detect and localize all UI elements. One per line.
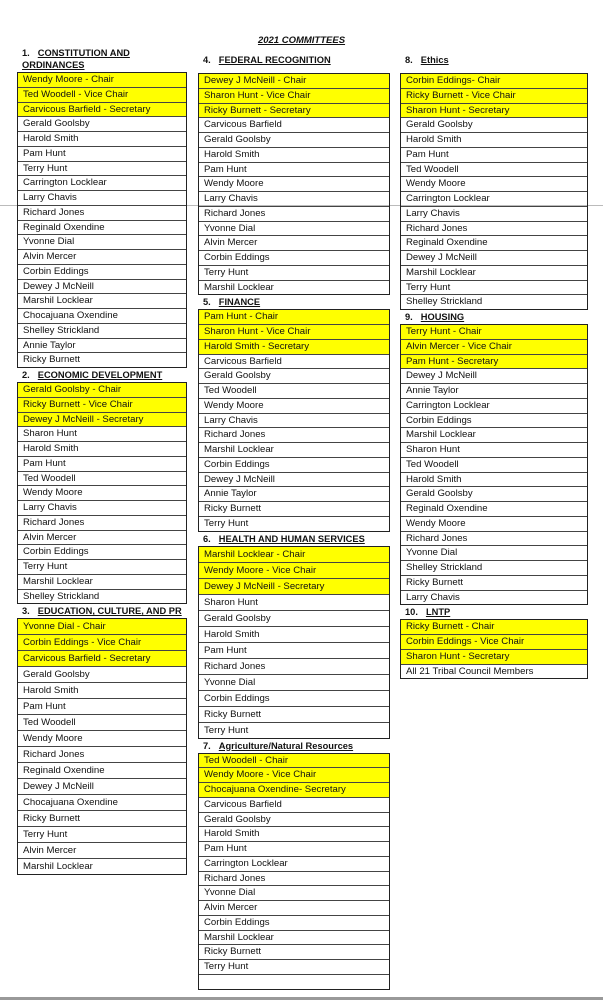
member-row: Carrington Locklear [199,857,389,872]
member-row: Shelley Strickland [406,296,483,308]
member-row [199,975,389,989]
officer-row: Carvicous Barfield - Secretary [18,651,186,667]
officer-row: Sharon Hunt - Vice Chair [199,89,389,104]
member-row: Chocajuana Oxendine [18,795,186,811]
committee-member-table [198,73,390,295]
member-row: Corbin Eddings [401,414,587,429]
member-row: Richard Jones [18,516,186,531]
officer-row: Sharon Hunt - Secretary [401,104,587,119]
member-row: Richard Jones [199,207,389,222]
committee-member-table [400,324,588,605]
committee-number: 2. [22,370,30,380]
member-row: Marshil Locklear [23,861,93,873]
member-row: Marshil Locklear [18,575,186,590]
member-row: Pam Hunt [18,699,186,715]
member-row: Harold Smith [199,827,389,842]
member-row: Shelley Strickland [401,561,587,576]
officer-row: Wendy Moore - Vice Chair [199,563,389,579]
member-row: Terry Hunt [204,517,249,529]
member-row: Carrington Locklear [401,399,587,414]
member-row: Carrington Locklear [401,192,587,207]
member-row: Larry Chavis [199,192,389,207]
officer-row: Sharon Hunt - Vice Chair [199,325,389,340]
committee-heading [17,48,187,72]
member-row: Annie Taylor [401,384,587,399]
officer-row: Corbin Eddings- Chair [401,74,587,89]
officer-row: Sharon Hunt - Secretary [401,650,587,665]
member-row: Alvin Mercer [199,236,389,251]
member-row: Harold Smith [199,148,389,163]
officer-row: Gerald Goolsby - Chair [18,383,186,398]
officer-row: Dewey J McNeill - Secretary [199,579,389,595]
member-row: Wendy Moore [18,731,186,747]
committee-title: Ethics [420,55,449,65]
committee-member-table [198,309,390,531]
member-row: Ted Woodell [18,472,186,487]
committee-title: HOUSING [420,312,465,322]
member-row: Gerald Goolsby [401,118,587,133]
committee-heading [198,739,390,753]
member-row: Harold Smith [18,683,186,699]
page-title: 2021 COMMITTEES [257,35,346,46]
member-row: Larry Chavis [18,501,186,516]
committee-heading [198,48,390,73]
member-row: Larry Chavis [406,591,460,603]
member-row: Yvonne Dial [199,675,389,691]
member-row: Alvin Mercer [18,843,186,859]
officer-row: Ted Woodell - Vice Chair [18,88,186,103]
member-row: Wendy Moore [18,486,186,501]
committee-heading [400,310,588,324]
officer-row: Harold Smith - Secretary [199,340,389,355]
member-row: Terry Hunt [401,281,587,296]
member-row: Richard Jones [18,747,186,763]
member-row: Ricky Burnett [199,502,389,517]
member-row: Reginald Oxendine [18,221,186,236]
committee-heading [198,295,390,309]
committee-member-table [400,619,588,679]
committee-member-table [17,382,187,604]
member-row: Richard Jones [199,659,389,675]
member-row: All 21 Tribal Council Members [406,665,534,677]
member-row: Gerald Goolsby [199,813,389,828]
committee-title: Agriculture/Natural Resources [218,740,354,751]
member-row: Pam Hunt [18,457,186,472]
officer-row: Dewey J McNeill - Chair [199,74,389,89]
member-row: Corbin Eddings [199,691,389,707]
member-row: Yvonne Dial [18,235,186,250]
member-row: Harold Smith [18,442,186,457]
member-row: Carvicous Barfield [199,118,389,133]
committee-number: 5. [203,297,211,308]
officer-row: Ricky Burnett - Secretary [199,104,389,119]
officer-row: Alvin Mercer - Vice Chair [401,340,587,355]
member-row: Gerald Goolsby [199,611,389,627]
member-row: Ted Woodell [401,458,587,473]
member-row: Shelley Strickland [23,590,100,602]
officer-row: Ricky Burnett - Vice Chair [18,398,186,413]
officer-row: Terry Hunt - Chair [401,325,587,340]
committee-number: 1. [22,48,30,58]
member-row: Terry Hunt [204,724,249,736]
member-row: Pam Hunt [401,148,587,163]
member-row: Ricky Burnett [18,811,186,827]
member-row: Gerald Goolsby [18,117,186,132]
committee-column-3 [400,48,588,679]
committee-column-1 [17,48,187,875]
committee-member-table [400,73,588,310]
member-row: Yvonne Dial [199,886,389,901]
member-row: Pam Hunt [199,163,389,178]
member-row: Chocajuana Oxendine [18,309,186,324]
member-row: Ricky Burnett [199,945,389,960]
member-row: Richard Jones [401,532,587,547]
member-row: Terry Hunt [18,560,186,575]
committee-title: FEDERAL RECOGNITION [218,55,331,65]
member-row: Marshil Locklear [204,281,274,293]
member-row: Ricky Burnett [23,354,81,366]
officer-row: Carvicous Barfield - Secretary [18,103,186,118]
member-row: Carvicous Barfield [199,798,389,813]
committee-number: 9. [405,312,413,322]
member-row: Corbin Eddings [199,916,389,931]
officer-row: Chocajuana Oxendine- Secretary [199,783,389,798]
member-row: Corbin Eddings [199,251,389,266]
committee-number: 8. [405,55,413,65]
member-row: Annie Taylor [199,487,389,502]
member-row: Annie Taylor [18,339,186,354]
member-row: Harold Smith [199,627,389,643]
committee-number: 10. [405,607,418,618]
member-row: Alvin Mercer [199,901,389,916]
committee-number: 3. [22,606,30,617]
officer-row: Marshil Locklear - Chair [199,547,389,563]
committee-number: 7. [203,740,211,751]
committee-title: EDUCATION, CULTURE, AND PR [37,606,182,617]
member-row: Reginald Oxendine [401,236,587,251]
committee-heading [17,368,187,382]
member-row: Terry Hunt [199,266,389,281]
member-row: Sharon Hunt [199,595,389,611]
member-row: Marshil Locklear [18,294,186,309]
officer-row: Wendy Moore - Vice Chair [199,768,389,783]
member-row: Carvicous Barfield [199,355,389,370]
member-row: Shelley Strickland [18,324,186,339]
officer-row: Corbin Eddings - Vice Chair [401,635,587,650]
member-row: Sharon Hunt [401,443,587,458]
member-row: Pam Hunt [199,842,389,857]
member-row: Gerald Goolsby [401,487,587,502]
member-row: Dewey J McNeill [401,369,587,384]
officer-row: Wendy Moore - Chair [18,73,186,88]
member-row: Richard Jones [18,206,186,221]
officer-row: Pam Hunt - Secretary [401,355,587,370]
member-row: Alvin Mercer [18,250,186,265]
member-row: Gerald Goolsby [18,667,186,683]
member-row: Ted Woodell [401,163,587,178]
member-row: Marshil Locklear [401,266,587,281]
member-row: Richard Jones [199,428,389,443]
member-row: Terry Hunt [199,960,389,975]
member-row: Dewey J McNeill [18,280,186,295]
member-row: Wendy Moore [401,177,587,192]
committee-heading [198,532,390,546]
committee-member-table [198,546,390,739]
member-row: Ricky Burnett [401,576,587,591]
member-row: Ricky Burnett [199,707,389,723]
member-row: Wendy Moore [401,517,587,532]
member-row: Yvonne Dial [199,222,389,237]
member-row: Dewey J McNeill [18,779,186,795]
officer-row: Corbin Eddings - Vice Chair [18,635,186,651]
member-row: Wendy Moore [199,399,389,414]
member-row: Sharon Hunt [18,427,186,442]
member-row: Marshil Locklear [401,428,587,443]
member-row: Larry Chavis [401,207,587,222]
member-row: Ted Woodell [18,715,186,731]
committee-heading [17,604,187,618]
officer-row: Ted Woodell - Chair [199,754,389,769]
committee-member-table [198,753,390,990]
officer-row: Yvonne Dial - Chair [18,619,186,635]
member-row: Richard Jones [401,222,587,237]
member-row: Marshil Locklear [199,931,389,946]
member-row: Richard Jones [199,872,389,887]
member-row: Gerald Goolsby [199,369,389,384]
committee-heading [400,48,588,73]
member-row: Gerald Goolsby [199,133,389,148]
member-row: Alvin Mercer [18,531,186,546]
committee-member-table [17,72,187,368]
member-row: Corbin Eddings [199,458,389,473]
member-row: Reginald Oxendine [401,502,587,517]
committee-title: CONSTITUTION AND ORDINANCES [22,48,130,70]
member-row: Corbin Eddings [18,265,186,280]
member-row: Ted Woodell [199,384,389,399]
member-row: Harold Smith [401,473,587,488]
member-row: Yvonne Dial [401,546,587,561]
officer-row: Ricky Burnett - Vice Chair [401,89,587,104]
member-row: Larry Chavis [18,191,186,206]
committee-number: 6. [203,533,211,544]
committee-member-table [17,618,187,875]
member-row: Terry Hunt [18,162,186,177]
member-row: Wendy Moore [199,177,389,192]
officer-row: Ricky Burnett - Chair [401,620,587,635]
member-row: Dewey J McNeill [401,251,587,266]
committee-title: FINANCE [218,297,261,308]
member-row: Corbin Eddings [18,545,186,560]
member-row: Carrington Locklear [18,176,186,191]
member-row: Pam Hunt [18,147,186,162]
committee-heading [400,605,588,619]
member-row: Pam Hunt [199,643,389,659]
committee-number: 4. [203,55,211,65]
committee-title: LNTP [425,607,451,618]
committee-column-2 [198,48,390,990]
committee-title: HEALTH AND HUMAN SERVICES [218,533,365,544]
member-row: Larry Chavis [199,414,389,429]
member-row: Marshil Locklear [199,443,389,458]
member-row: Harold Smith [401,133,587,148]
officer-row: Dewey J McNeill - Secretary [18,413,186,428]
committee-title: ECONOMIC DEVELOPMENT [37,370,163,380]
member-row: Reginald Oxendine [18,763,186,779]
member-row: Terry Hunt [18,827,186,843]
member-row: Harold Smith [18,132,186,147]
officer-row: Pam Hunt - Chair [199,310,389,325]
member-row: Dewey J McNeill [199,473,389,488]
